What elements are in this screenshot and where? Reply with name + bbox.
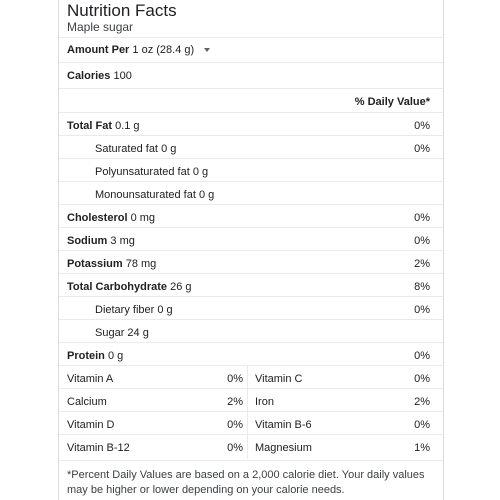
nutrient-amount: 0 mg	[130, 212, 156, 224]
nutrient-dv: 0%	[414, 212, 430, 224]
nutrient-amount: 24 g	[127, 327, 149, 339]
nutrient-dv: 0%	[414, 143, 430, 155]
nutrient-dv: 2%	[414, 258, 430, 270]
vitamin-row	[59, 411, 443, 434]
vitamin-label: Calcium	[67, 396, 107, 408]
nutrient-dv: 0%	[414, 350, 430, 362]
vitamin-label: Vitamin D	[67, 419, 115, 431]
chevron-down-icon	[204, 48, 210, 52]
nutrient-label: Polyunsaturated fat	[95, 166, 190, 178]
calories-row	[59, 62, 443, 88]
vitamin-row	[59, 434, 443, 460]
nutrient-label: Total Carbohydrate	[67, 281, 168, 293]
nutrition-facts-panel	[58, 0, 444, 500]
vitamin-label: Vitamin A	[67, 373, 114, 385]
daily-value-header-row	[59, 88, 443, 112]
nutrient-row	[59, 158, 443, 181]
nutrient-amount: 3 mg	[110, 235, 135, 247]
nutrient-dv: 0%	[414, 304, 430, 316]
vitamin-dv: 0%	[227, 442, 243, 454]
footnote	[59, 460, 443, 498]
vitamin-dv: 0%	[414, 373, 430, 385]
vitamin-grid-divider	[247, 366, 248, 459]
vitamin-label: Magnesium	[255, 442, 312, 454]
nutrient-label: Sugar	[95, 327, 125, 339]
footnote-text: *Percent Daily Values are based on a 2,000 calorie diet. Your daily values may be higher or lower depending on your calorie needs.	[67, 469, 425, 496]
nutrient-label: Sodium	[67, 235, 108, 247]
daily-value-header: % Daily Value*	[354, 96, 430, 108]
nutrient-row	[59, 135, 443, 158]
serving-size-value: 1 oz (28.4 g)	[132, 44, 195, 56]
vitamin-label: Vitamin B-12	[67, 442, 130, 454]
nutrient-label: Protein	[67, 350, 105, 362]
nutrient-dv: 0%	[414, 120, 430, 132]
calories-label: Calories	[67, 70, 111, 82]
vitamin-dv: 2%	[414, 396, 430, 408]
nutrient-dv: 0%	[414, 235, 430, 247]
nutrient-label: Dietary fiber	[95, 304, 155, 316]
vitamin-dv: 0%	[414, 419, 430, 431]
calories-value: 100	[113, 70, 132, 82]
nutrient-row	[59, 250, 443, 273]
vitamin-label: Vitamin B-6	[255, 419, 312, 431]
vitamin-label: Vitamin C	[255, 373, 303, 385]
nutrient-amount: 78 mg	[125, 258, 157, 270]
vitamin-dv: 1%	[414, 442, 430, 454]
nutrient-label: Monounsaturated fat	[95, 189, 196, 201]
nutrient-dv: 8%	[414, 281, 430, 293]
nutrient-row	[59, 181, 443, 204]
nutrient-row	[59, 204, 443, 227]
nutrient-label: Potassium	[67, 258, 123, 270]
vitamin-dv: 0%	[227, 419, 243, 431]
nutrient-amount: 0 g	[192, 166, 209, 178]
nutrient-amount: 26 g	[170, 281, 192, 293]
nutrient-amount: 0 g	[198, 189, 215, 201]
nutrient-amount: 0.1 g	[115, 120, 140, 132]
nutrient-amount: 0 g	[107, 350, 124, 362]
vitamin-dv: 2%	[227, 396, 243, 408]
nutrient-label: Total Fat	[67, 120, 113, 132]
nutrient-amount: 0 g	[161, 143, 177, 155]
panel-title: Nutrition Facts	[67, 1, 177, 20]
amount-per-label: Amount Per	[67, 44, 130, 56]
nutrient-label: Cholesterol	[67, 212, 128, 224]
serving-size-row	[59, 37, 443, 62]
vitamin-label: Iron	[255, 396, 274, 408]
food-name: Maple sugar	[67, 20, 134, 34]
nutrient-row	[59, 112, 443, 135]
vitamin-row	[59, 388, 443, 411]
nutrient-label: Saturated fat	[95, 143, 158, 155]
vitamin-dv: 0%	[227, 373, 243, 385]
nutrient-row	[59, 296, 443, 319]
vitamin-row	[59, 365, 443, 388]
nutrient-row	[59, 342, 443, 365]
nutrient-amount: 0 g	[157, 304, 173, 316]
nutrient-row	[59, 319, 443, 342]
nutrient-row	[59, 227, 443, 250]
serving-size-dropdown[interactable]	[67, 44, 210, 56]
nutrient-row	[59, 273, 443, 296]
